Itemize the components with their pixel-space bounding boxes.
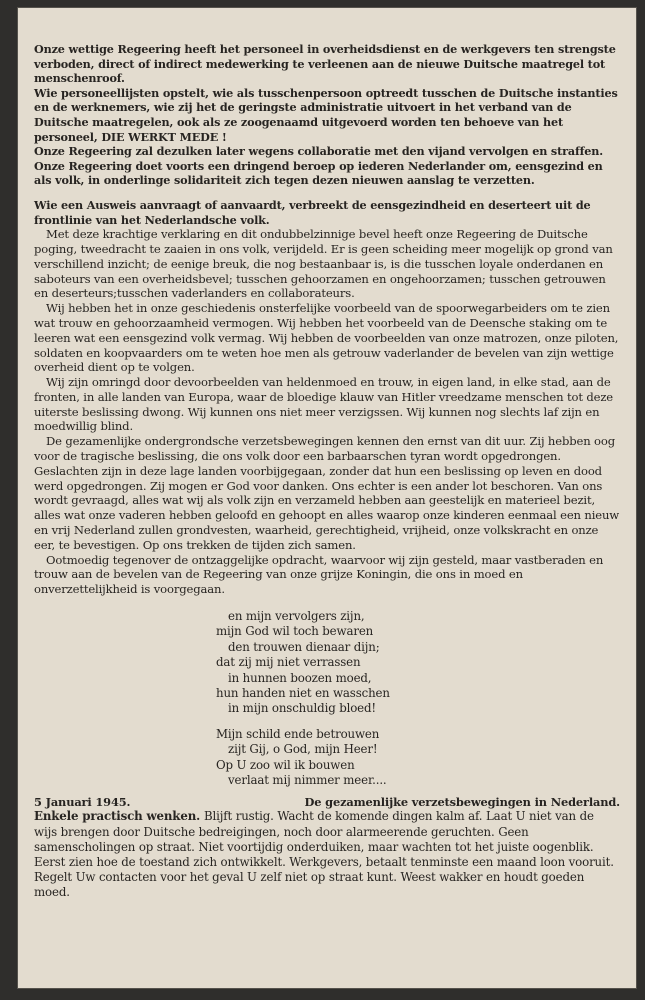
stanza-gap [216, 717, 620, 727]
intro-paragraph-1: Onze wettige Regeering heeft het personeel in overheidsdienst en de werkgevers ten strengste verboden, direct of indirect medewerking te verleenen aan de nieuwe Duitsche maatregel tot menschenroof. [34, 42, 616, 86]
date: 5 Januari 1945. [34, 794, 131, 809]
poem-line: zijt Gij, o God, mijn Heer! [228, 742, 378, 757]
poem-line: dat zij mij niet verrassen [216, 655, 361, 670]
poem-line: en mijn vervolgers zijn, [228, 609, 365, 624]
body-paragraph-1: Met deze krachtige verklaring en dit ondubbelzinnige bevel heeft onze Regeering de Duitsche poging, tweedracht te zaaien in ons volk, verijdeld. Er is geen scheiding meer mogelijk op grond van verschillend inzicht; de eenige breuk, die nog bestaanbaar is, is die tusschen loyale onderdanen en saboteurs van een overheidsbevel; tusschen gehoorzamen en ongehoorzamen; tusschen getrouwen en deserteurs;tusschen vaderlanders en collaborateurs. [34, 227, 613, 301]
poem-line: hun handen niet en wasschen [216, 686, 390, 701]
body-paragraph-5: Ootmoedig tegenover de ontzaggelijke opdracht, waarvoor wij zijn gesteld, maar vastberaden en trouw aan de bevelen van de Regeering van onze grijze Koningin, die ons in moed en onverzettelijkheid is voorgegaan. [34, 552, 604, 597]
poem [216, 609, 620, 788]
document-page [18, 8, 636, 988]
body-paragraph-4: De gezamenlijke ondergrondsche verzetsbewegingen kennen den ernst van dit uur. Zij hebben oog voor de tragische beslissing, die ons volk door een barbaarschen tyran wordt opgedrongen. Geslachten zijn in deze lage landen voorbijgegaan, zonder dat hun een beslissing op leven en dood werd opgedrongen. Zij mogen er God voor danken. Ons echter is een ander lot beschoren. Van ons wordt gevraagd, alles wat wij als volk zijn en verzameld hebben aan geestelijk en materieel bezit, alles wat onze vaderen hebben geloofd en gehoopt en alles waarop onze kinderen eenmaal een nieuw en vrij Nederland zullen grondvesten, waarheid, gerechtigheid, vrijheid, onze volkskracht en onze eer, te bevestigen. Op ons trekken de tijden zich samen. [34, 434, 620, 552]
signature: De gezamenlijke verzetsbewegingen in Nederland. [304, 794, 620, 809]
spacer [34, 188, 620, 198]
poem-line: in mijn onschuldig bloed! [228, 701, 376, 716]
body-paragraph-2: Wij hebben het in onze geschiedenis onsterfelijke voorbeeld van de spoorwegarbeiders om te zien wat trouw en gehoorzaamheid vermogen. Wij hebben het voorbeeld van de Deensche staking om te leeren wat een eensgezind volk vermag. Wij hebben de voorbeelden van onze matrozen, onze piloten, soldaten en koopvaarders om te weten hoe men als getrouw vaderlander de bevelen van zijn wettige overheid dient op te volgen. [34, 301, 619, 375]
intro-paragraph-2: Wie personeellijsten opstelt, wie als tusschenpersoon optreedt tusschen de Duitsche instanties en de werknemers, wie zij het de geringste administratie uitvoert in het verband van de Duitsche maatregelen, ook als ze zoogenaamd uitgevoerd worden ten behoeve van het personeel, DIE WERKT MEDE ! [34, 85, 618, 144]
tips-heading: Enkele practisch wenken. [34, 809, 205, 824]
poem-line: verlaat mij nimmer meer.... [228, 773, 387, 788]
poem-line: Op U zoo wil ik bouwen [216, 757, 355, 772]
poem-line: in hunnen boozen moed, [228, 670, 372, 685]
signature-line [34, 795, 620, 810]
practical-tips [34, 809, 620, 900]
poem-line: den trouwen dienaar dijn; [228, 639, 380, 654]
body-paragraph-3: Wij zijn omringd door devoorbeelden van heldenmoed en trouw, in eigen land, in elke stad, aan de fronten, in alle landen van Europa, waar de bloedige klauw van Hitler vreedzame menschen tot deze uiterste beslissing dwong. Wij kunnen ons niet meer verzigssen. Wij kunnen nog slechts laf zijn en moedwillig blind. [34, 375, 614, 434]
intro-paragraph-3: Onze Regeering zal dezulken later wegens collaboratie met den vijand vervolgen en straffen. [34, 144, 603, 159]
tips-text: Blijft rustig. Wacht de komende dingen kalm af. Laat U niet van de wijs brengen door Duitsche bedreigingen, noch door alarmeerende geruchten. Geen samenscholingen op straat. Niet voortijdig onderduiken, maar wachten tot het juiste oogenblik. Eerst zien hoe de toestand zich ontwikkelt. Werkgevers, betaalt tenminste een maand loon vooruit. Regelt Uw contacten voor het geval U zelf niet op straat kunt. Weest wakker en houdt goeden moed. [34, 809, 614, 900]
intro-paragraph-4: Onze Regeering doet voorts een dringend beroep op iederen Nederlander om, eensgezind en als volk, in onderlinge solidariteit zich tegen dezen nieuwen aanslag te verzetten. [34, 158, 603, 188]
warning-paragraph: Wie een Ausweis aanvraagt of aanvaardt, verbreekt de eensgezindheid en deserteert uit de frontlinie van het Nederlandsche volk. [34, 197, 591, 227]
poem-line: Mijn schild ende betrouwen [216, 726, 380, 741]
poem-line: mijn God wil toch bewaren [216, 624, 374, 639]
document-text [34, 42, 620, 901]
